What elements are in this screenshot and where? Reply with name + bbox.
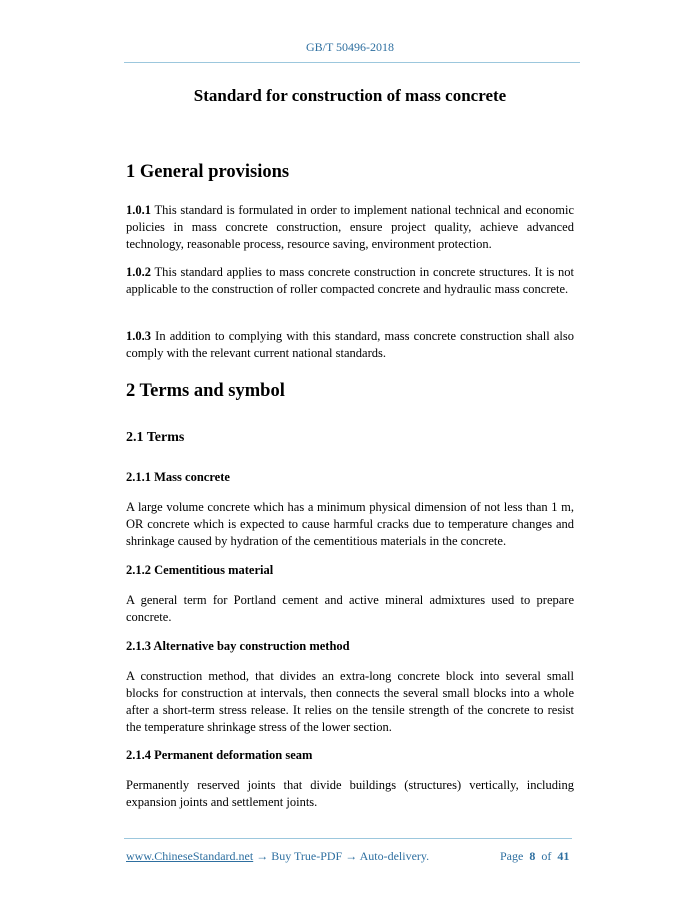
subsection-heading-terms: 2.1 Terms [126, 430, 185, 445]
page-indicator [500, 849, 569, 864]
section-heading-general-provisions: 1 General provisions [126, 162, 290, 182]
term-definition-permanent-deformation-seam: Permanently reserved joints that divide buildings (structures) vertically, including expansion joints and settlement joints. [126, 778, 574, 809]
of-label: of [541, 849, 552, 863]
clause-1-0-1 [126, 202, 574, 253]
term-definition-cementitious-material: A general term for Portland cement and active mineral admixtures used to prepare concrete. [126, 593, 574, 624]
clause-text: This standard is formulated in order to implement national technical and economic policies in mass concrete construction, ensure project quality, achieve advanced technology, reasonable process, resource saving, environment protection. [126, 203, 574, 251]
footer-promo [126, 849, 429, 864]
page-number: 8 [529, 849, 536, 863]
buy-true-pdf-link[interactable]: Buy True-PDF [271, 849, 343, 863]
term-heading-permanent-deformation-seam: 2.1.4 Permanent deformation seam [126, 748, 313, 762]
arrow-icon: → [253, 849, 272, 863]
term-definition-mass-concrete: A large volume concrete which has a minimum physical dimension of not less than 1 m, OR concrete which is expected to cause harmful cracks due to temperature changes and shrinkage caused by hydration of the cementitious materials in the concrete. [126, 500, 574, 548]
website-link[interactable]: www.ChineseStandard.net [126, 849, 254, 863]
page-total: 41 [557, 849, 570, 863]
term-heading-mass-concrete: 2.1.1 Mass concrete [126, 470, 230, 484]
page-label: Page [500, 849, 524, 863]
clause-number: 1.0.1 [126, 203, 151, 217]
clause-number: 1.0.3 [126, 329, 151, 343]
clause-1-0-3 [126, 328, 574, 362]
document-title: Standard for construction of mass concrete [193, 86, 507, 105]
term-heading-cementitious-material: 2.1.2 Cementitious material [126, 563, 274, 577]
footer-divider [124, 838, 572, 839]
auto-delivery-text: Auto-delivery. [359, 849, 430, 863]
section-heading-terms-and-symbol: 2 Terms and symbol [126, 381, 285, 401]
arrow-icon: → [342, 849, 360, 863]
running-header: GB/T 50496-2018 [305, 40, 395, 54]
clause-number: 1.0.2 [126, 265, 151, 279]
term-heading-alternative-bay: 2.1.3 Alternative bay construction method [126, 639, 350, 653]
clause-text: In addition to complying with this standard, mass concrete construction shall also comply with the relevant current national standards. [126, 329, 574, 360]
clause-1-0-2 [126, 264, 574, 298]
clause-text: This standard applies to mass concrete construction in concrete structures. It is not applicable to the construction of roller compacted concrete and hydraulic mass concrete. [126, 265, 574, 296]
header-divider [124, 62, 580, 63]
term-definition-alternative-bay: A construction method, that divides an extra-long concrete block into several small blocks for construction at intervals, then connects the several small blocks into a whole after a short-term stress release. It relies on the tensile strength of the concrete to resist the temperature shrinkage stress of the lower section. [126, 669, 574, 734]
